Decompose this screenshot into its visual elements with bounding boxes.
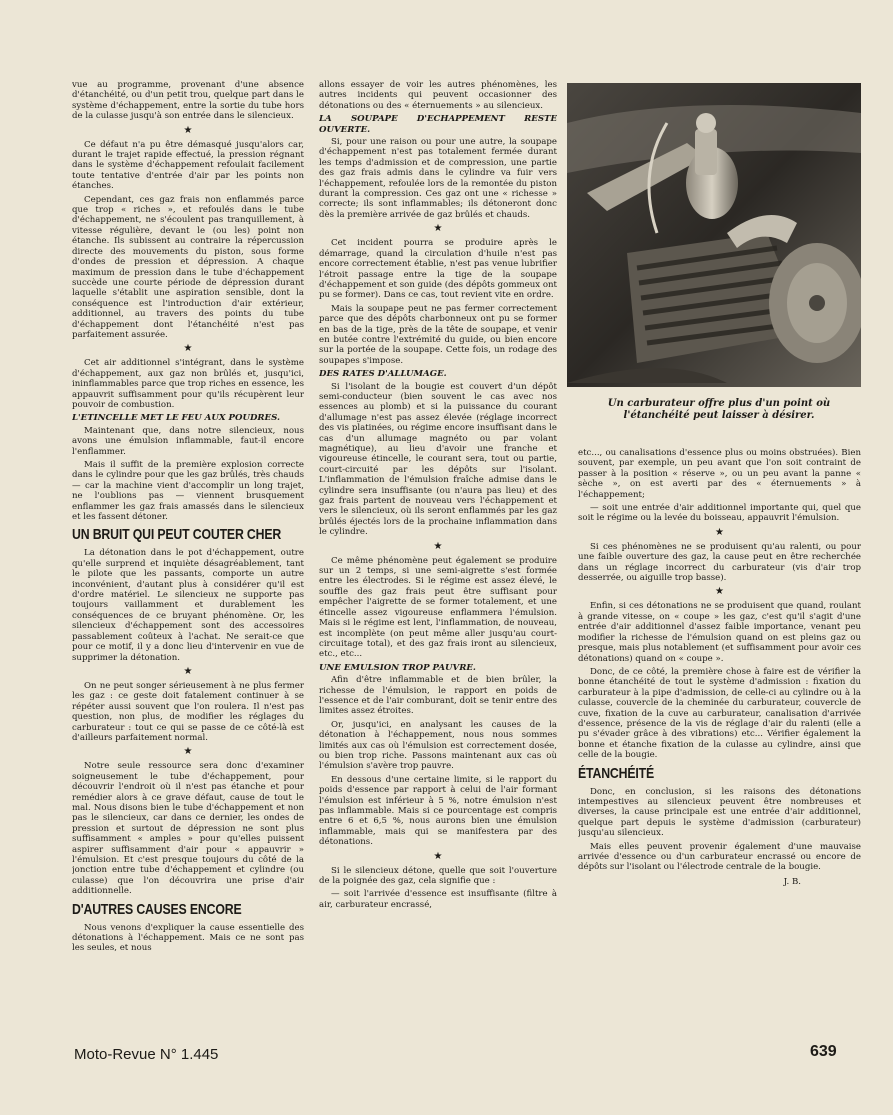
paragraph: etc..., ou canalisations d'essence plus ou moins obstruées). Bien souvent, par exemple, un peu avant que l'on soit contraint de passer à la position « réserve », ou un peu avant la panne « sèche », on est averti par des « éternuements » à l'échappement; xyxy=(578,448,861,500)
paragraph: Mais la soupape peut ne pas fermer correctement parce que des dépôts charbonneux ont pu se former en bas de la tige, près de la tête de soupape, et venir en butée contre l'extrémité du guide, ou bien encore sur la portée de la soupape. Cette fois, un rodage des soupapes s'impose. xyxy=(319,303,557,366)
subheading-emulsion: UNE EMULSION TROP PAUVRE. xyxy=(319,662,476,673)
star-separator-icon: ★ xyxy=(183,746,193,758)
star-separator-icon: ★ xyxy=(433,540,443,552)
paragraph: Ce même phénomène peut également se produire sur un 2 temps, si une semi-aigrette s'est formée entre les électrodes. Si le régime est assez élevé, le souffle des gaz frais peut être suffisant pour empêcher l'aigrette de se former totalement, et une étincelle assez vigoureuse enflammera l'émulsion. Mais si le régime est lent, l'inflammation, de nouveau, est incomplète (on peut même aller jusqu'au court-circuitage total), et des gaz frais iront au silencieux, etc., etc... xyxy=(319,555,557,660)
paragraph: Donc, de ce côté, la première chose à faire est de vérifier la bonne étanchéité de tout le système d'admission : fixation du carburateur à la pipe d'admission, de celle-ci au cylindre ou à la culasse, couvercle de la cheminée du carburateur, couvercle de cuve, fixation de la cuve au carburateur, canalisation d'arrivée d'essence, présence de la vis de réglage d'air du ralenti (elle a pu s'évader grâce à des vibrations) etc... Vérifier également la bonne et étanche fixation de la culasse au cylindre, ainsi que celle de la bougie. xyxy=(578,666,861,761)
page-number: 639 xyxy=(810,1043,837,1060)
paragraph: Afin d'être inflammable et de bien brûler, la richesse de l'émulsion, le rapport en poids de l'essence et de l'air comburant, doit se tenir entre des limites assez étroites. xyxy=(319,675,557,717)
star-separator-icon: ★ xyxy=(183,124,193,136)
carburetor-illustration xyxy=(567,83,861,387)
subheading-rates: DES RATES D'ALLUMAGE. xyxy=(319,369,447,380)
subheading-soupape: LA SOUPAPE D'ECHAPPEMENT RESTE OUVERTE. xyxy=(319,114,557,135)
paragraph: — soit l'arrivée d'essence est insuffisante (filtre à air, carburateur encrassé, xyxy=(319,889,557,910)
subheading-etincelle: L'ETINCELLE MET LE FEU AUX POUDRES. xyxy=(72,413,280,424)
paragraph: Donc, en conclusion, si les raisons des détonations intempestives au silencieux peuvent être nombreuses et diverses, la cause principale est une entrée d'air additionnel, quelque part depuis le système d'admission (carburateur) jusqu'au silencieux. xyxy=(578,786,861,839)
carburetor-photo xyxy=(567,83,861,387)
photo-caption: Un carburateur offre plus d'un point où l'étanchéité peut laisser à désirer. xyxy=(607,398,831,421)
paragraph: Si le silencieux détone, quelle que soit l'ouverture de la poignée des gaz, cela signifie que : xyxy=(319,865,557,887)
paragraph: Cependant, ces gaz frais non enflammés parce que trop « riches », et refoulés dans le tube d'échappement, ne s'écoulent pas tranquillement, à vitesse régulière, devant le (ou les) point non étanche. Ils subissent au contraire la répercussion directe des mouvements du piston, sous forme d'ondes de pression et dépression. A chaque maximum de pression dans le tube d'échappement succède une courte période de dépression durant laquelle s'établit une aspiration sensible, dont la conséquence est l'introduction d'air extérieur, additionnel, au travers des points du tube d'échappement dont l'étanchéité n'est pas parfaitement assurée. xyxy=(72,194,304,340)
paragraph: Cet air additionnel s'intégrant, dans le système d'échappement, aux gaz non brûlés et, jusqu'ici, ininflammables parce que trop riches en essence, les appauvrit suffisamment pour qu'ils récupèrent leur pouvoir de combustion. xyxy=(72,358,304,410)
section-heading-autres-causes: D'AUTRES CAUSES ENCORE xyxy=(72,900,242,918)
paragraph: Maintenant que, dans notre silencieux, nous avons une émulsion inflammable, faut-il encore l'enflammer. xyxy=(72,425,304,457)
author-signature: J. B. xyxy=(783,876,801,887)
star-separator-icon: ★ xyxy=(183,665,193,677)
column-3 xyxy=(578,448,861,1040)
paragraph: Mais il suffit de la première explosion correcte dans le cylindre pour que les gaz brûlés, très chauds — car la machine vient d'accomplir un long trajet, ne l'oublions pas — viennent brusquement enflammer les gaz frais amassés dans le silencieux et les fassent détoner. xyxy=(72,460,304,523)
section-heading-etancheite: ÉTANCHÉITÉ xyxy=(578,764,655,782)
paragraph: — soit une entrée d'air additionnel importante qui, quel que soit le régime ou la levée du boisseau, appauvrit l'émulsion. xyxy=(578,503,861,524)
star-separator-icon: ★ xyxy=(433,850,443,862)
paragraph: Enfin, si ces détonations ne se produisent que quand, roulant à grande vitesse, on « coupe » les gaz, c'est qu'il s'agit d'une entrée d'air additionnel d'assez faible importance, venant peu modifier la richesse de l'émulsion quand on est pleins gaz ou presque, mais plus notablement (et suffisamment pour avoir ces détonations) quand on « coupe ». xyxy=(578,601,861,664)
paragraph: En dessous d'une certaine limite, si le rapport du poids d'essence par rapport à celui de l'air formant l'émulsion est inférieur à 5 %, notre émulsion n'est pas inflammable. Mais si ce pourcentage est compris entre 6 et 6,5 %, nous aurons bien une émulsion inflammable, mais qui se manifestera par des détonations. xyxy=(319,774,557,848)
star-separator-icon: ★ xyxy=(715,586,724,598)
paragraph: Si l'isolant de la bougie est couvert d'un dépôt semi-conducteur (bien souvent le cas avec nos essences au plomb) et si la puissance du courant d'allumage n'est pas assez élevée (réglage incorrect des vis platinées, ou régime encore insuffisant dans le cas d'un allumage magnéto ou par volant magnétique), au lieu d'avoir une franche et vigoureuse étincelle, le courant sera, tout ou partie, court-circuité par les dépôts sur l'isolant. L'inflammation de l'émulsion fraîche admise dans le cylindre sera insuffisante (ou n'aura pas lieu) et des gaz frais partent de nouveau vers l'échappement et vers le silencieux, où ils seront enflammés par les gaz brûlés éjectés lors de la prochaine inflammation dans le cylindre. xyxy=(319,381,557,538)
star-separator-icon: ★ xyxy=(183,343,193,355)
section-heading-bruit: UN BRUIT QUI PEUT COUTER CHER xyxy=(72,526,282,544)
paragraph: Si ces phénomènes ne se produisent qu'au ralenti, ou pour une faible ouverture des gaz, la cause peut en être recherchée dans un réglage incorrect du carburateur (vis d'air trop desserrée, ou aiguille trop basse). xyxy=(578,541,861,584)
paragraph: allons essayer de voir les autres phénomènes, les autres incidents qui peuvent occasionner des détonations ou des « éternuements » au silencieux. xyxy=(319,80,557,111)
column-1 xyxy=(72,80,304,1040)
publication-footer: Moto-Revue N° 1.445 xyxy=(74,1046,219,1063)
paragraph: On ne peut songer sérieusement à ne plus fermer les gaz : ce geste doit fatalement continuer à se répéter aussi souvent que l'on roulera. Il n'est pas question, non plus, de modifier les réglages du carburateur : tout ce qui se passe de ce côté-là est d'ailleurs parfaitement normal. xyxy=(72,680,304,743)
paragraph: Mais elles peuvent provenir également d'une mauvaise arrivée d'essence ou d'un carburateur encrassé ou encore de dépôts sur l'isolant ou l'électrode centrale de la bougie. xyxy=(578,841,861,873)
paragraph: Nous venons d'expliquer la cause essentielle des détonations à l'échappement. Mais ce ne sont pas les seules, et nous xyxy=(72,922,304,954)
paragraph: La détonation dans le pot d'échappement, outre qu'elle surprend et inquiète désagréablement, tant le pilote que les passants, comporte un autre inconvénient, d'autant plus à considérer qu'il est d'ordre matériel. Le silencieux ne supporte pas toujours vaillamment et durablement les conséquences de ce bruyant phénomène. Or, les silencieux d'échappement sont des accessoires passablement coûteux à l'achat. Ne serait-ce que pour ce motif, il y a donc lieu d'intervenir en vue de supprimer la détonation. xyxy=(72,548,304,663)
star-separator-icon: ★ xyxy=(433,223,443,235)
paragraph: Or, jusqu'ici, en analysant les causes de la détonation à l'échappement, nous nous sommes limités aux cas où l'émulsion est correctement dosée, ou bien trop riche. Passons maintenant aux cas où l'émulsion s'avère trop pauvre. xyxy=(319,719,557,772)
paragraph: Notre seule ressource sera donc d'examiner soigneusement le tube d'échappement, pour découvrir l'endroit où il n'est pas étanche et pour remédier alors à ce grave défaut, cause de tout le mal. Nous disons bien le tube d'échappement et non pas le silencieux, car dans ce dernier, les ondes de pression et surtout de dépression ne sont plus suffisamment « amples » pour qu'elles puissent aspirer suffisamment d'air pour « appauvrir » l'émulsion. Et c'est presque toujours du côté de la jonction entre tube d'échappement et cylindre (ou culasse) que l'on découvrira une prise d'air additionnelle. xyxy=(72,761,304,897)
column-2 xyxy=(319,80,557,1040)
paragraph: vue au programme, provenant d'une absence d'étanchéité, ou d'un petit trou, quelque part dans le système d'échappement, entre la sortie du tube hors de la culasse jusqu'à son entrée dans le silencieux. xyxy=(72,80,304,122)
paragraph: Cet incident pourra se produire après le démarrage, quand la circulation d'huile n'est pas encore correctement établie, n'est pas venue lubrifier l'étroit passage entre la tige de la soupape d'échappement et son guide (des dépôts gommeux ont pu se former). Dans ce cas, tout revient vite en ordre. xyxy=(319,238,557,301)
paragraph: Ce défaut n'a pu être démasqué jusqu'alors car, durant le trajet rapide effectué, la pression régnant dans le système d'échappement refoulait facilement toute tentative d'entrée d'air par les points non étanches. xyxy=(72,139,304,192)
star-separator-icon: ★ xyxy=(715,526,724,538)
paragraph: Si, pour une raison ou pour une autre, la soupape d'échappement n'est pas totalement fermée durant les temps d'admission et de compression, une partie des gaz frais admis dans le cylindre va fuir vers l'échappement, refoulée lors de la remontée du piston durant la compression. Ces gaz ont une « richesse » correcte; ils sont inflammables; ils détoneront donc dès la première arrivée de gaz brûlés et chauds. xyxy=(319,137,557,220)
